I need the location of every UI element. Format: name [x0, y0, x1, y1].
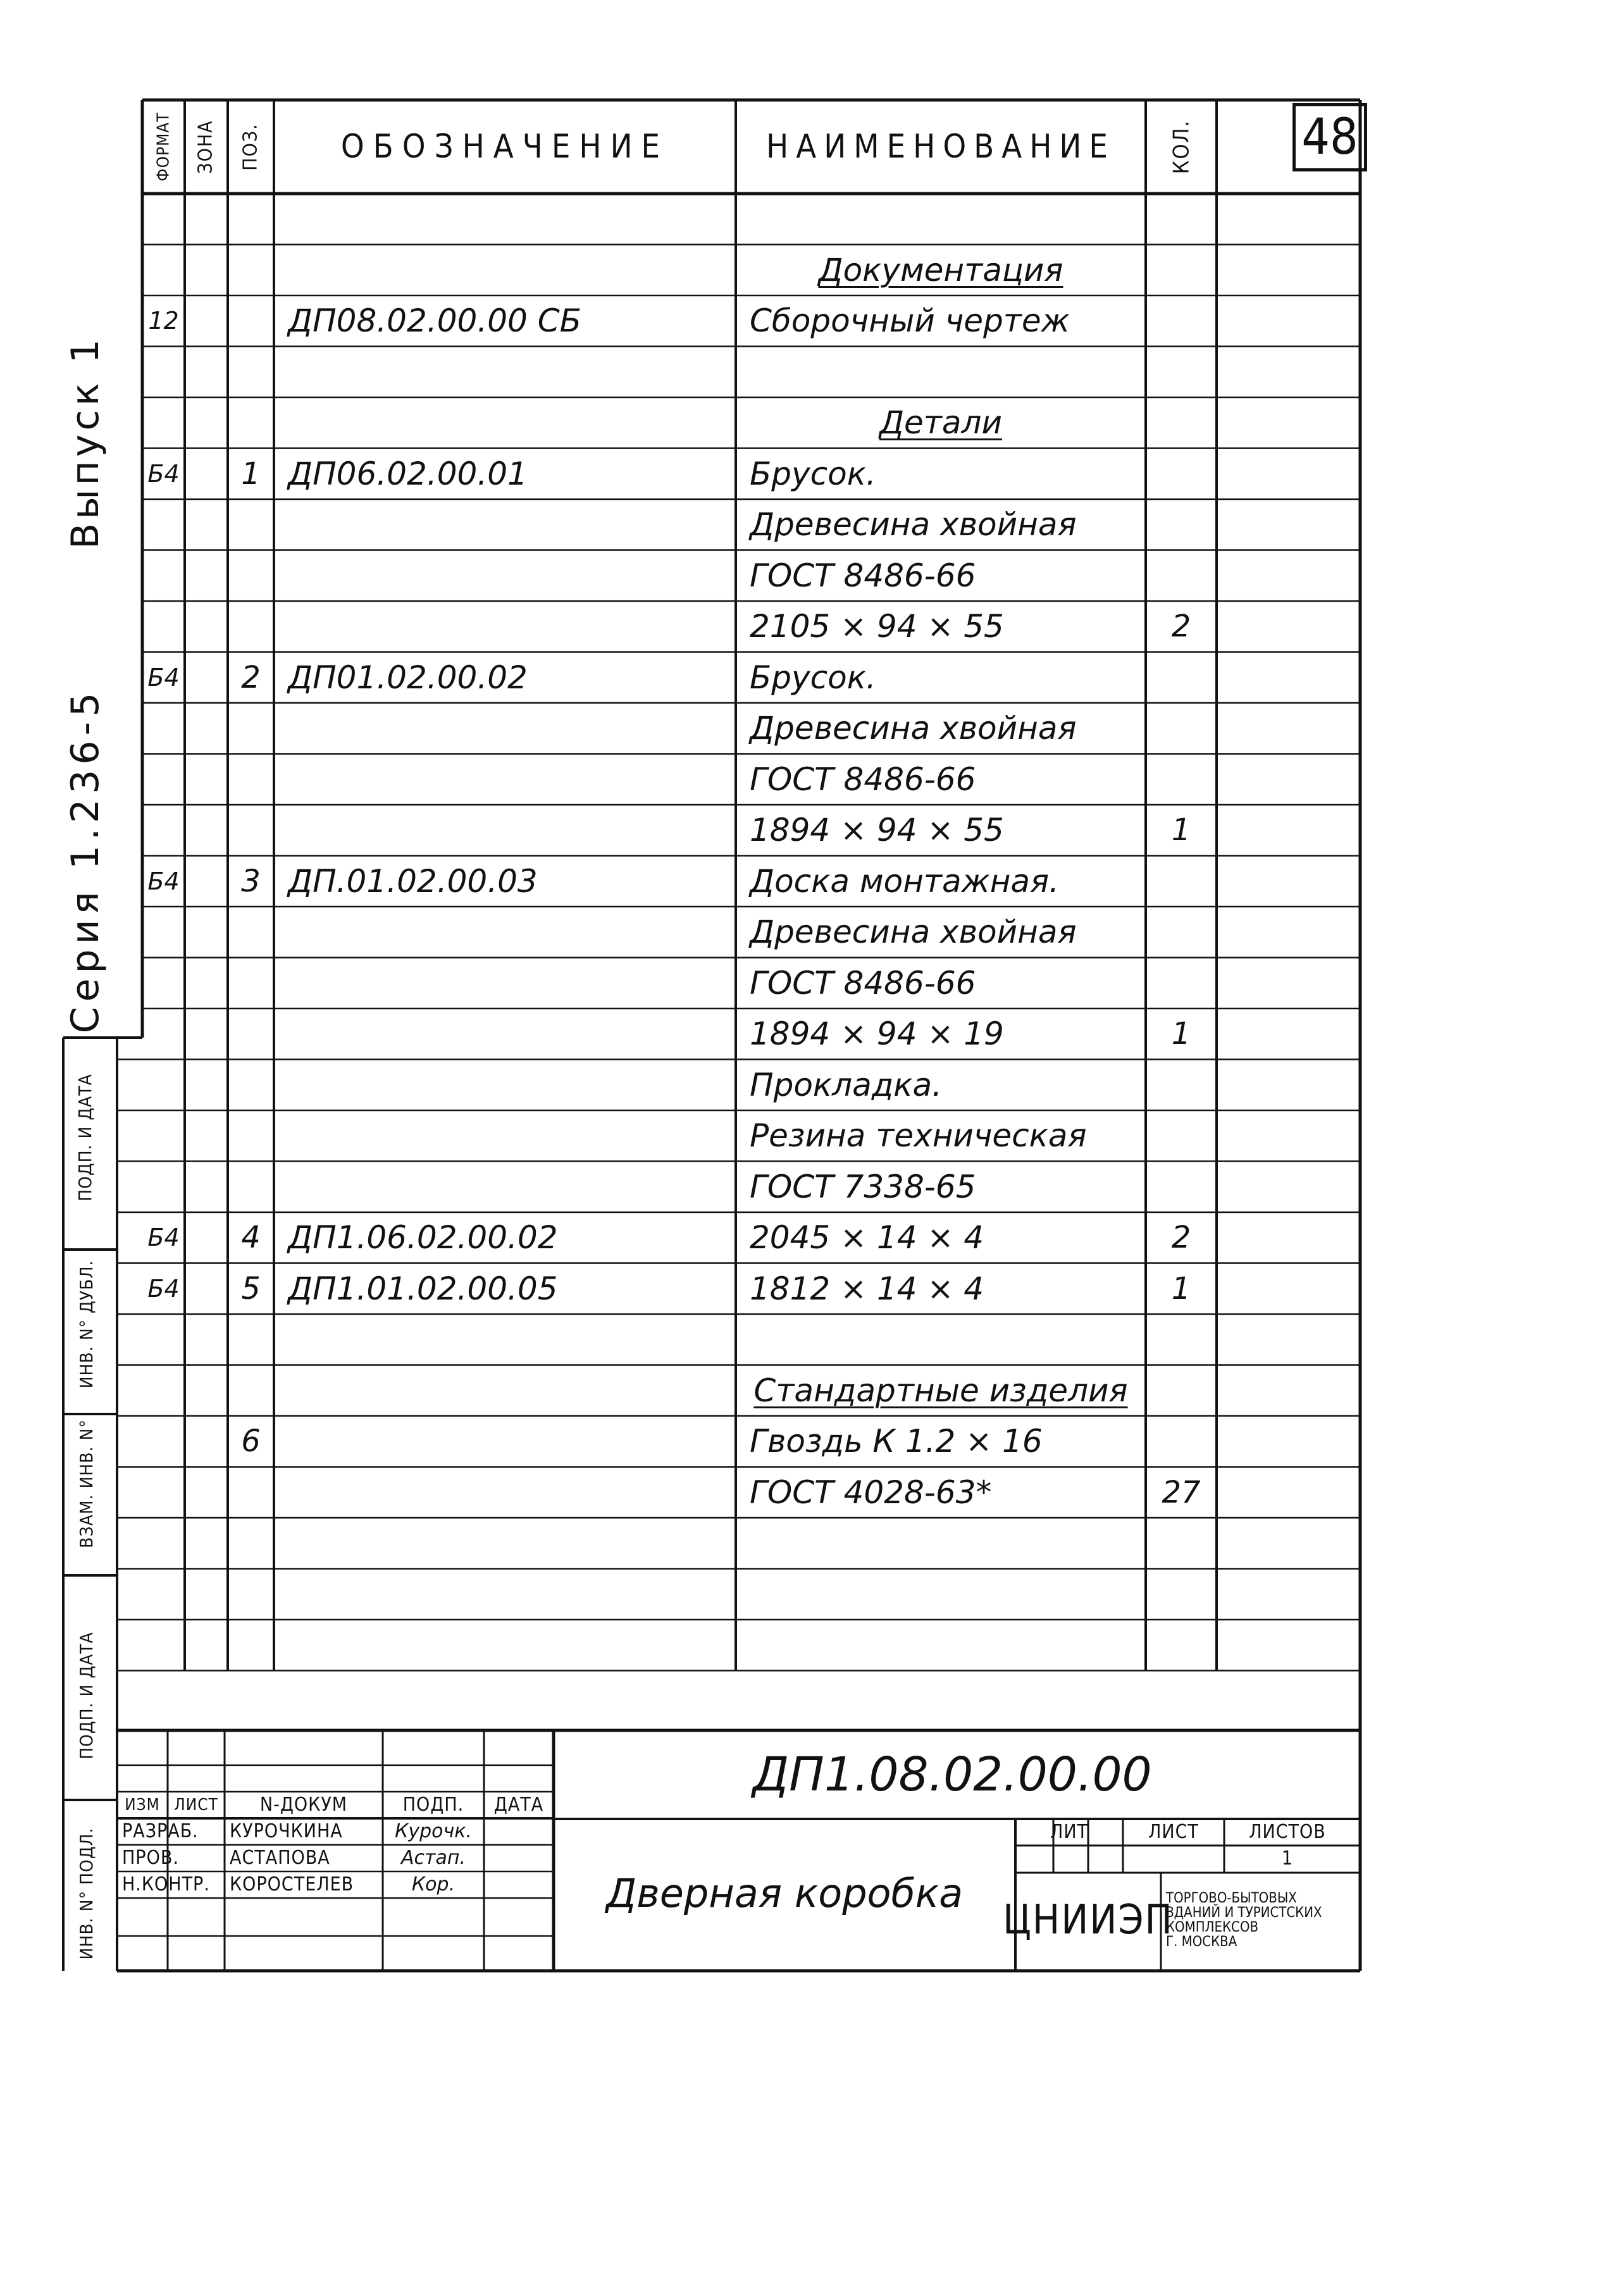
row-designation: ДП.01.02.00.03: [288, 862, 538, 900]
row-zone: [185, 703, 228, 754]
col-izm: ИЗМ: [125, 1796, 160, 1815]
row-designation: ДП01.02.00.02: [288, 659, 528, 696]
row-designation: [274, 1110, 736, 1162]
row-pos: 3: [241, 863, 261, 899]
row-pos: [228, 1365, 274, 1417]
row-pos: [228, 194, 274, 245]
header-designation: ОБОЗНАЧЕНИЕ: [340, 128, 669, 166]
row-format: [142, 499, 185, 550]
row-format: [142, 1060, 185, 1111]
row-qty: [1146, 550, 1217, 602]
row-designation: [274, 601, 736, 652]
row-name: Гвоздь К 1.2 × 16: [750, 1423, 1043, 1460]
row-zone: [185, 1314, 228, 1365]
row-format: 12: [148, 307, 179, 335]
row-zone: [185, 1110, 228, 1162]
row-name: 2045 × 14 × 4: [750, 1219, 984, 1256]
row-format: [142, 1162, 185, 1213]
row-designation: [274, 1008, 736, 1060]
row-designation: [274, 499, 736, 550]
row-name: ГОСТ 8486-66: [750, 557, 976, 594]
row-designation: [274, 1467, 736, 1518]
row-qty: [1146, 958, 1217, 1009]
row-zone: [185, 1212, 228, 1263]
row-qty: [1146, 295, 1217, 347]
row-format: [142, 397, 185, 449]
row-format: [142, 194, 185, 245]
side-replace-inv: ВЗАМ. ИНВ. N°: [76, 1419, 97, 1548]
row-format: [142, 1008, 185, 1060]
row-qty: [1146, 1365, 1217, 1417]
row-pos: [228, 1569, 274, 1620]
row-name: Сборочный чертеж: [750, 302, 1070, 340]
header-designation-cell: [274, 100, 736, 194]
row-zone: [185, 958, 228, 1009]
row-format: [142, 1620, 185, 1671]
row-qty: [1146, 1518, 1217, 1569]
row-name: [736, 1314, 1146, 1365]
row-name: [736, 1569, 1146, 1620]
row-qty: [1146, 449, 1217, 500]
row-format: [142, 1569, 185, 1620]
row-zone: [185, 754, 228, 805]
row-format: [142, 1467, 185, 1518]
row-zone: [185, 907, 228, 958]
row-qty: [1146, 1314, 1217, 1365]
row-pos: 1: [241, 456, 261, 492]
row-designation: ДП1.06.02.00.02: [288, 1219, 558, 1256]
row-format: Б4: [147, 663, 180, 692]
row-qty: [1146, 1060, 1217, 1111]
row-qty: [1146, 703, 1217, 754]
issue-label: Выпуск 1: [63, 335, 108, 549]
row-zone: [185, 1263, 228, 1315]
col-data: ДАТА: [493, 1794, 544, 1816]
signature-developer: Курочк.: [395, 1820, 472, 1842]
row-pos: [228, 601, 274, 652]
sheet-label: ЛИСТ: [1148, 1821, 1199, 1843]
sheets-value: 1: [1281, 1847, 1294, 1870]
row-format: [142, 601, 185, 652]
row-name: Резина техническая: [750, 1117, 1087, 1155]
row-designation: [274, 1416, 736, 1467]
row-format: [142, 1314, 185, 1365]
row-name: ГОСТ 8486-66: [750, 760, 976, 798]
row-name: 1894 × 94 × 55: [750, 812, 1004, 849]
row-pos: [228, 245, 274, 296]
row-zone: [185, 1060, 228, 1111]
row-format: [142, 245, 185, 296]
header-qty-cell: [1146, 100, 1217, 194]
row-designation: [274, 1162, 736, 1213]
row-qty: 1: [1171, 1270, 1191, 1306]
row-zone: [185, 1467, 228, 1518]
role-checker: ПРОВ.: [122, 1847, 179, 1869]
sheet-number: 48: [1292, 103, 1367, 171]
row-name: Стандартные изделия: [753, 1372, 1128, 1409]
person-developer: КУРОЧКИНА: [230, 1820, 343, 1842]
person-checker: АСТАПОВА: [230, 1847, 330, 1869]
row-zone: [185, 1569, 228, 1620]
row-pos: [228, 907, 274, 958]
col-ndoc: N-ДОКУМ: [259, 1794, 348, 1816]
row-qty: 1: [1171, 1016, 1191, 1052]
row-designation: [274, 347, 736, 398]
header-pos-cell: [228, 100, 274, 194]
row-name: [736, 1518, 1146, 1569]
row-designation: [274, 805, 736, 856]
row-format: [142, 805, 185, 856]
row-pos: [228, 1110, 274, 1162]
sheets-label: ЛИСТОВ: [1249, 1821, 1326, 1843]
row-qty: [1146, 1162, 1217, 1213]
row-designation: [274, 245, 736, 296]
row-format: [142, 1518, 185, 1569]
row-qty: [1146, 1110, 1217, 1162]
row-qty: 2: [1171, 1220, 1191, 1256]
row-format: Б4: [147, 1224, 180, 1252]
row-pos: [228, 1060, 274, 1111]
row-designation: [274, 1518, 736, 1569]
row-pos: [228, 1162, 274, 1213]
row-designation: [274, 703, 736, 754]
row-qty: [1146, 856, 1217, 907]
row-name: [736, 347, 1146, 398]
row-designation: [274, 958, 736, 1009]
row-pos: [228, 499, 274, 550]
row-name: 2105 × 94 × 55: [750, 608, 1004, 645]
row-name: Древесина хвойная: [750, 710, 1077, 747]
header-format: ФОРМАТ: [154, 112, 173, 182]
row-format: Б4: [147, 459, 180, 488]
row-zone: [185, 652, 228, 704]
row-designation: [274, 1569, 736, 1620]
row-qty: [1146, 1416, 1217, 1467]
col-list: ЛИСТ: [174, 1796, 218, 1815]
row-pos: [228, 958, 274, 1009]
row-designation: ДП06.02.00.01: [288, 455, 528, 492]
row-pos: [228, 1620, 274, 1671]
row-designation: ДП1.01.02.00.05: [288, 1270, 558, 1307]
row-name: 1812 × 14 × 4: [750, 1270, 984, 1307]
row-pos: [228, 1467, 274, 1518]
row-pos: [228, 295, 274, 347]
row-format: [142, 958, 185, 1009]
row-qty: [1146, 397, 1217, 449]
row-zone: [185, 1416, 228, 1467]
row-zone: [185, 550, 228, 602]
row-qty: 27: [1162, 1474, 1201, 1510]
row-zone: [185, 295, 228, 347]
row-zone: [185, 347, 228, 398]
header-name: НАИМЕНОВАНИЕ: [766, 128, 1115, 166]
row-qty: [1146, 347, 1217, 398]
row-qty: [1146, 194, 1217, 245]
side-signature-date-2: ПОДП. И ДАТА: [76, 1632, 97, 1759]
row-name: Древесина хвойная: [750, 914, 1077, 951]
row-pos: [228, 805, 274, 856]
row-designation: [274, 754, 736, 805]
row-designation: [274, 1314, 736, 1365]
header-format-cell: [142, 100, 185, 194]
row-designation: ДП08.02.00.00 СБ: [288, 302, 581, 340]
row-name: ГОСТ 8486-66: [750, 964, 976, 1002]
row-designation: [274, 1365, 736, 1417]
role-norm-control: Н.КОНТР.: [122, 1873, 210, 1895]
row-pos: [228, 397, 274, 449]
row-name: 1894 × 94 × 19: [750, 1015, 1004, 1053]
row-name: Брусок.: [750, 455, 876, 492]
row-format: [142, 754, 185, 805]
row-pos: [228, 703, 274, 754]
side-inv-orig: ИНВ. N° ПОДЛ.: [76, 1827, 97, 1960]
row-pos: [228, 1008, 274, 1060]
row-qty: [1146, 1620, 1217, 1671]
row-zone: [185, 856, 228, 907]
row-designation: [274, 1620, 736, 1671]
header-name-cell: [736, 100, 1146, 194]
role-developer: РАЗРАБ.: [122, 1820, 199, 1842]
row-format: Б4: [147, 1274, 180, 1303]
row-pos: [228, 550, 274, 602]
row-pos: 2: [241, 659, 261, 695]
row-zone: [185, 1518, 228, 1569]
row-designation: [274, 1060, 736, 1111]
header-qty: КОЛ.: [1168, 119, 1194, 175]
row-format: [142, 347, 185, 398]
header-pos: ПОЗ.: [239, 123, 262, 171]
row-format: [142, 703, 185, 754]
header-zone: ЗОНА: [195, 120, 217, 174]
row-zone: [185, 245, 228, 296]
row-format: [142, 907, 185, 958]
row-qty: [1146, 499, 1217, 550]
document-name: Дверная коробка: [605, 1870, 964, 1916]
row-pos: 4: [241, 1220, 261, 1256]
row-pos: [228, 347, 274, 398]
row-name: ГОСТ 4028-63*: [750, 1474, 992, 1511]
row-designation: [274, 194, 736, 245]
row-zone: [185, 499, 228, 550]
row-name: ГОСТ 7338-65: [750, 1168, 976, 1205]
row-zone: [185, 1620, 228, 1671]
row-format: [142, 1110, 185, 1162]
row-name: [736, 194, 1146, 245]
row-designation: [274, 550, 736, 602]
side-signature-date-1: ПОДП. И ДАТА: [75, 1074, 96, 1201]
row-pos: [228, 1314, 274, 1365]
row-name: Детали: [879, 404, 1003, 442]
row-format: [142, 1416, 185, 1467]
row-qty: 2: [1171, 609, 1191, 645]
row-zone: [185, 194, 228, 245]
row-format: Б4: [147, 867, 180, 895]
row-pos: [228, 754, 274, 805]
row-zone: [185, 805, 228, 856]
row-qty: [1146, 1569, 1217, 1620]
row-name: [736, 1620, 1146, 1671]
row-designation: [274, 397, 736, 449]
signature-checker: Астап.: [400, 1847, 466, 1869]
row-pos: 6: [241, 1424, 261, 1460]
org-name: ТОРГОВО-БЫТОВЫХ ЗДАНИЙ И ТУРИСТСКИХ КОМПЛЕКСОВ Г. МОСКВА: [1166, 1890, 1322, 1951]
document-code: ДП1.08.02.00.00: [752, 1747, 1152, 1802]
row-name: Брусок.: [750, 659, 876, 696]
row-name: Древесина хвойная: [750, 506, 1077, 543]
signature-norm-control: Кор.: [411, 1873, 456, 1895]
row-format: [142, 550, 185, 602]
row-zone: [185, 449, 228, 500]
row-zone: [185, 1162, 228, 1213]
row-zone: [185, 601, 228, 652]
row-name: Документация: [818, 251, 1063, 289]
side-inv-dup: ИНВ. N° ДУБЛ.: [76, 1260, 97, 1389]
row-pos: [228, 1518, 274, 1569]
row-qty: [1146, 754, 1217, 805]
row-qty: 1: [1171, 812, 1191, 848]
person-norm-control: КОРОСТЕЛЕВ: [230, 1873, 354, 1895]
org-logo: ЦНИИЭП: [1003, 1897, 1174, 1944]
row-qty: [1146, 907, 1217, 958]
row-designation: [274, 907, 736, 958]
row-zone: [185, 1008, 228, 1060]
row-name: Доска монтажная.: [750, 862, 1059, 900]
row-zone: [185, 397, 228, 449]
row-qty: [1146, 652, 1217, 704]
row-name: Прокладка.: [750, 1066, 943, 1103]
row-format: [142, 1365, 185, 1417]
row-zone: [185, 1365, 228, 1417]
lit-label: ЛИТ: [1050, 1821, 1088, 1843]
row-qty: [1146, 245, 1217, 296]
header-zone-cell: [185, 100, 228, 194]
col-podp: ПОДП.: [402, 1794, 464, 1816]
series-label: Серия 1.236-5: [63, 687, 108, 1034]
row-pos: 5: [241, 1270, 261, 1306]
